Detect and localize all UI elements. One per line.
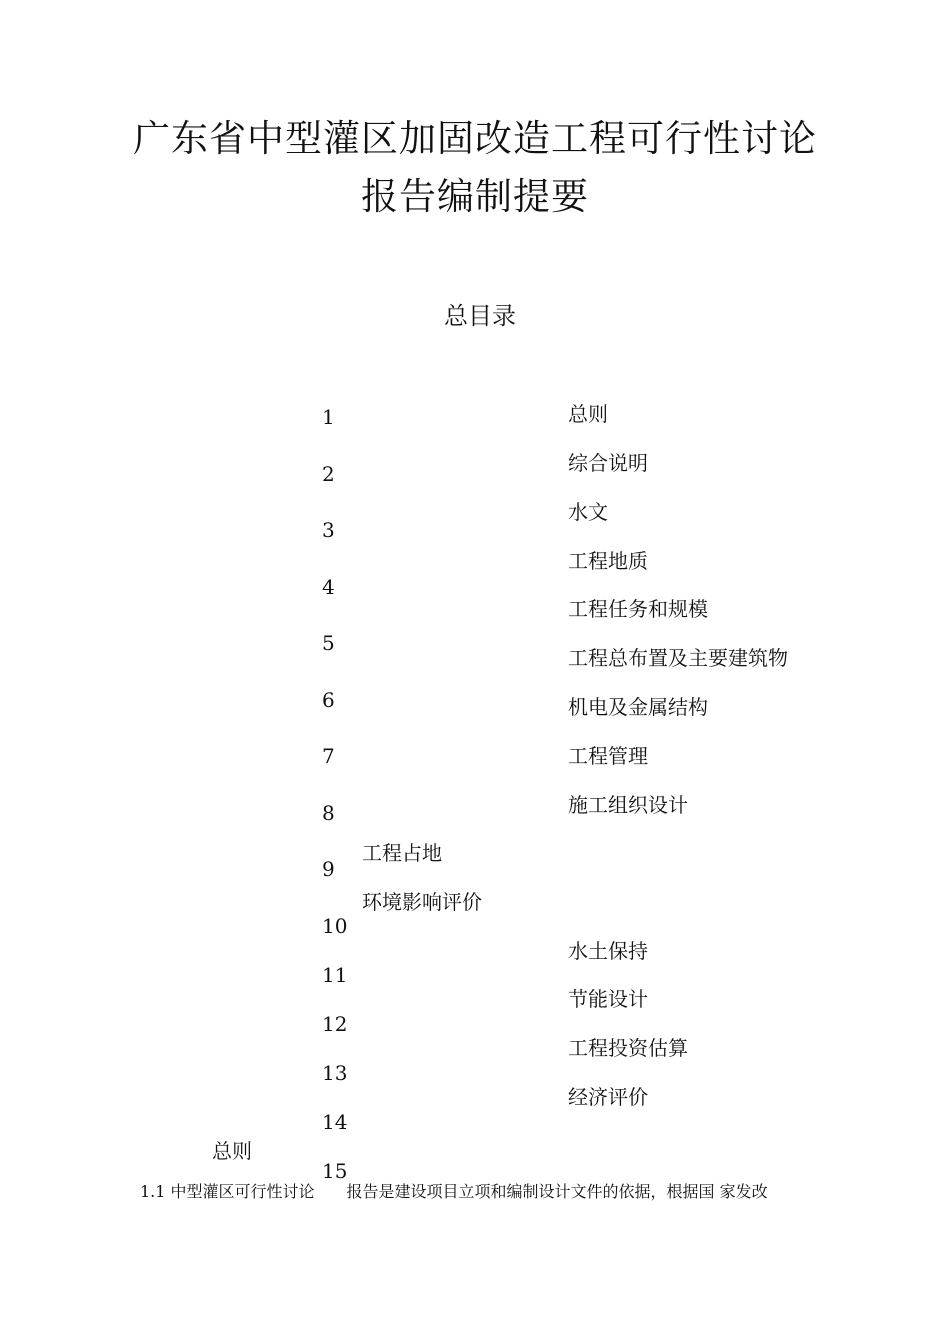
toc-number: 10 (322, 914, 348, 938)
paragraph-text-part-1: 1.1 中型灌区可行性讨论 (140, 1182, 315, 1201)
toc-entry: 水文 (568, 500, 608, 524)
toc-number: 8 (322, 801, 335, 825)
toc-entry: 工程投资估算 (568, 1036, 688, 1060)
toc-number: 3 (322, 518, 335, 542)
toc-number: 6 (322, 688, 335, 712)
toc-entry: 工程任务和规模 (568, 597, 708, 621)
toc-number: 13 (322, 1061, 348, 1085)
toc-number: 9 (322, 857, 335, 881)
toc-entry: 工程管理 (568, 744, 648, 768)
toc-number: 14 (322, 1110, 348, 1134)
toc-entry: 工程地质 (568, 549, 648, 573)
toc-number: 7 (322, 744, 335, 768)
body-paragraph (140, 1179, 768, 1202)
paragraph-text-part-2: 报告是建设项目立项和编制设计文件的依据，根据国 家发改 (346, 1182, 768, 1201)
toc-entry: 机电及金属结构 (568, 695, 708, 719)
toc-entry: 工程占地 (362, 841, 442, 865)
document-title-line-2: 报告编制提要 (361, 175, 589, 218)
toc-number: 1 (322, 405, 335, 429)
toc-entry: 经济评价 (568, 1085, 648, 1109)
document-title-line-1: 广东省中型灌区加固改造工程可行性讨论 (133, 117, 817, 160)
toc-entry: 环境影响评价 (362, 890, 482, 914)
toc-entry: 工程总布置及主要建筑物 (568, 646, 788, 670)
toc-number: 2 (322, 462, 335, 486)
toc-entry: 节能设计 (568, 987, 648, 1011)
toc-entry: 施工组织设计 (568, 793, 688, 817)
toc-number: 5 (322, 631, 335, 655)
toc-number: 15 (322, 1159, 348, 1183)
toc-number: 12 (322, 1012, 348, 1036)
toc-entry: 总则 (568, 402, 608, 426)
toc-entry: 水土保持 (568, 939, 648, 963)
section-heading: 总则 (212, 1139, 252, 1163)
toc-number: 4 (322, 575, 335, 599)
toc-heading: 总目录 (444, 302, 516, 330)
toc-entry: 综合说明 (568, 451, 648, 475)
toc-number: 11 (322, 963, 348, 987)
